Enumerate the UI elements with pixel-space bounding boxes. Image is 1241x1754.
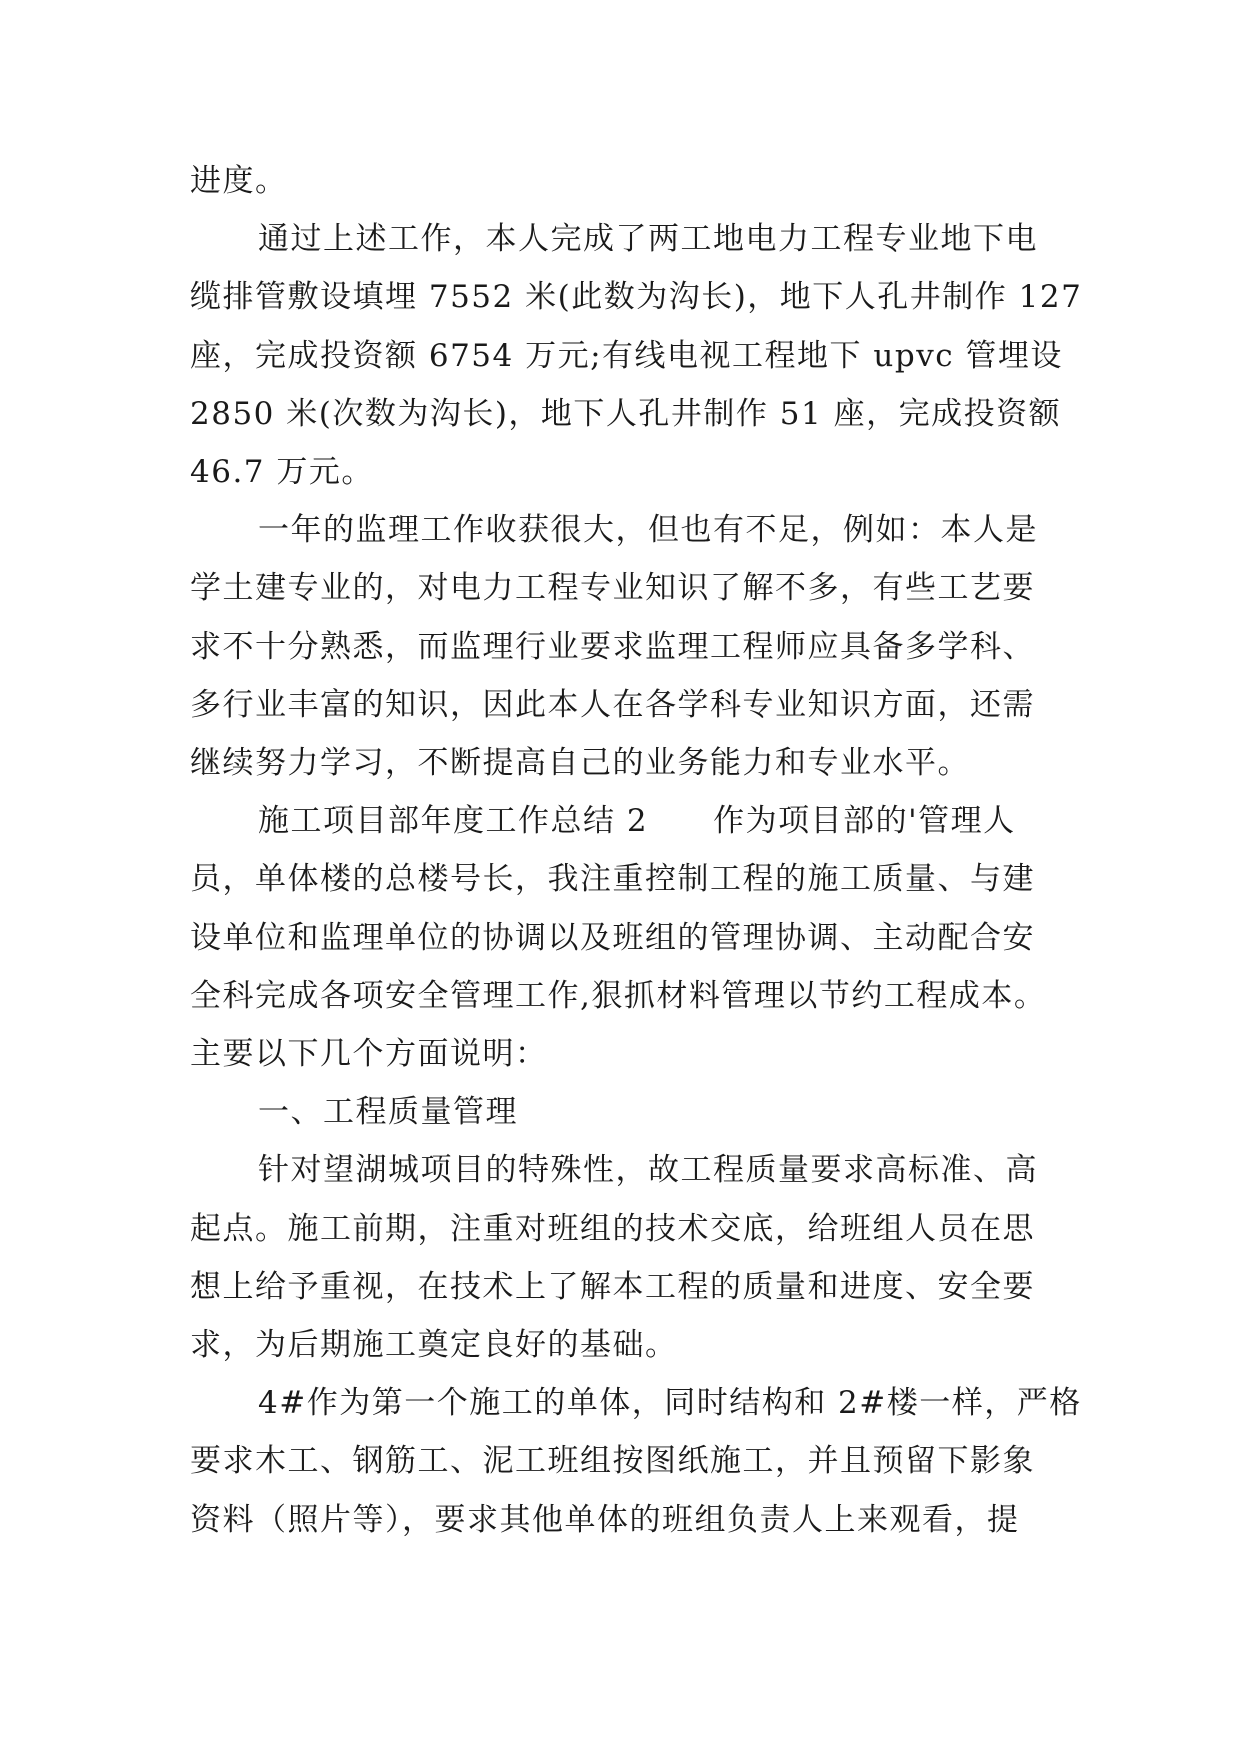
text-line: 主要以下几个方面说明： (190, 1036, 548, 1073)
text-line: 学土建专业的，对电力工程专业知识了解不多，有些工艺要 (190, 570, 1035, 607)
text-line: 针对望湖城项目的特殊性，故工程质量要求高标准、高 (258, 1152, 1038, 1189)
text-line: 46.7 万元。 (190, 454, 374, 491)
text-line: 缆排管敷设填埋 7552 米(此数为沟长)，地下人孔井制作 127 (190, 279, 1083, 316)
text-line: 设单位和监理单位的协调以及班组的管理协调、主动配合安 (190, 919, 1035, 956)
body-text (190, 152, 1083, 1549)
text-line: 座，完成投资额 6754 万元;有线电视工程地下 upvc 管埋设 (190, 337, 1063, 374)
text-line: 继续努力学习，不断提高自己的业务能力和专业水平。 (190, 745, 970, 782)
section-heading: 一、工程质量管理 (258, 1094, 518, 1131)
text-line: 资料（照片等），要求其他单体的班组负责人上来观看，提 (190, 1501, 1020, 1538)
text-line: 求，为后期施工奠定良好的基础。 (190, 1327, 678, 1364)
text-line: 求不十分熟悉，而监理行业要求监理工程师应具备多学科、 (190, 628, 1035, 665)
text-line: 全科完成各项安全管理工作,狠抓材料管理以节约工程成本。 (190, 977, 1047, 1014)
text-line: 通过上述工作，本人完成了两工地电力工程专业地下电 (258, 221, 1038, 258)
text-line: 多行业丰富的知识，因此本人在各学科专业知识方面，还需 (190, 686, 1035, 723)
text-line: 员，单体楼的总楼号长，我注重控制工程的施工质量、与建 (190, 861, 1035, 898)
text-line: 起点。施工前期，注重对班组的技术交底，给班组人员在思 (190, 1210, 1035, 1247)
text-line: 4#作为第一个施工的单体，同时结构和 2#楼一样，严格 (258, 1385, 1082, 1422)
text-line: 要求木工、钢筋工、泥工班组按图纸施工，并且预留下影象 (190, 1443, 1035, 1480)
text-line: 进度。 (190, 163, 288, 199)
text-line: 2850 米(次数为沟长)，地下人孔井制作 51 座，完成投资额 (190, 395, 1062, 432)
text-line: 一年的监理工作收获很大，但也有不足，例如：本人是 (258, 512, 1038, 549)
text-line: 想上给予重视，在技术上了解本工程的质量和进度、安全要 (190, 1268, 1035, 1305)
text-line: 施工项目部年度工作总结 2 作为项目部的'管理人 (258, 803, 1016, 840)
